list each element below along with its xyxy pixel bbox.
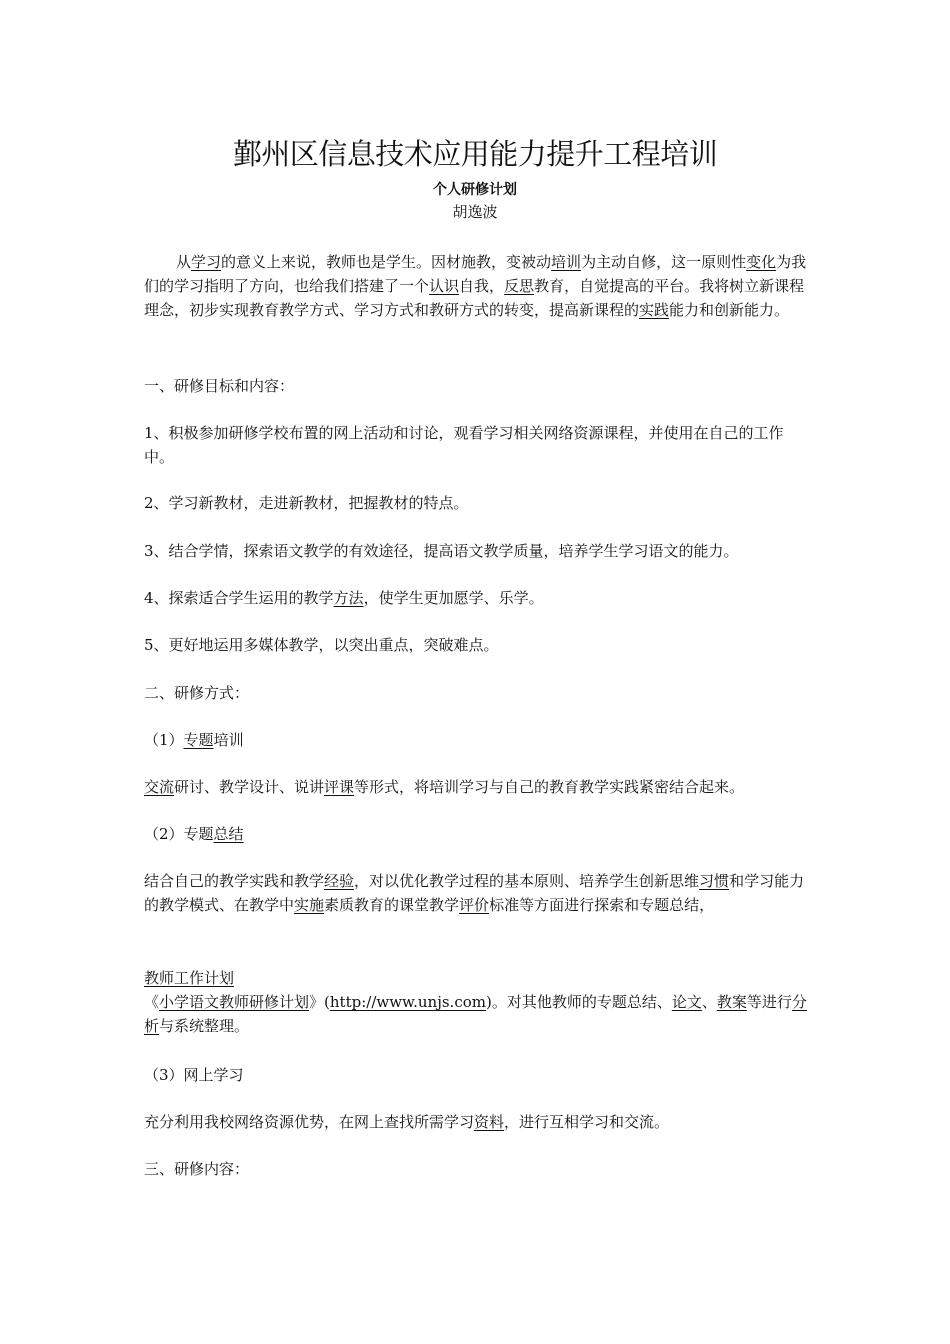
underlined-link[interactable]: 方法 <box>333 589 364 607</box>
author-name: 胡逸波 <box>452 203 498 221</box>
text-run: 2、学习新教材，走进新教材，把握教材的特点。 <box>144 494 469 512</box>
method-2-more-text <box>144 990 810 1038</box>
section-2-heading: 二、研修方式： <box>144 684 250 702</box>
goal-item-1 <box>144 421 810 469</box>
text-run: 》( <box>309 993 330 1011</box>
text-run: 培训 <box>213 731 244 749</box>
text-run: 为我们的学习指明了方向，也给我们搭建了一个 <box>144 253 807 295</box>
text-run: 1、积极参加研修学校布置的网上活动和讨论，观看学习相关网络资源课程，并使用在自己的工作中。 <box>144 424 784 466</box>
text-run: （3）网上学习 <box>144 1066 244 1084</box>
text-run: 、 <box>701 993 717 1011</box>
teacher-plan-link-line <box>144 966 810 990</box>
text-run: ，对以优化教学过程的基本原则、培养学生创新思维 <box>354 872 700 890</box>
text-run: ，使学生更加愿学、乐学。 <box>363 589 544 607</box>
text-run: 充分利用我校网络资源优势，在网上查找所需学习 <box>144 1113 475 1131</box>
text-run: 等形式，将培训学习与自己的教育教学实践紧密结合起来。 <box>354 778 745 796</box>
underlined-link[interactable]: 小学语文教师研修计划 <box>159 993 310 1011</box>
goal-item-3 <box>144 539 810 563</box>
text-run: 标准等方面进行探索和专题总结， <box>489 896 715 914</box>
text-run: 结合自己的教学实践和教学 <box>144 872 325 890</box>
text-run: 3、结合学情，探索语文教学的有效途径，提高语文教学质量，培养学生学习语文的能力。 <box>144 542 739 560</box>
underlined-link[interactable]: 论文 <box>671 993 702 1011</box>
goal-item-2 <box>144 491 810 515</box>
underlined-link[interactable]: 总结 <box>213 825 244 843</box>
text-run: （1） <box>144 731 184 749</box>
method-1-label <box>144 728 810 752</box>
section-3-heading: 三、研修内容： <box>144 1160 250 1178</box>
method-3-text <box>144 1110 810 1134</box>
underlined-link[interactable]: 教案 <box>716 993 747 1011</box>
underlined-link[interactable]: http://www.unjs.com <box>329 993 486 1011</box>
text-run: ，进行互相学习和交流。 <box>504 1113 670 1131</box>
goal-item-4 <box>144 586 810 610</box>
underlined-link[interactable]: 经验 <box>324 872 355 890</box>
text-run: 4、探索适合学生运用的教学 <box>144 589 334 607</box>
method-2-label <box>144 822 810 846</box>
text-run: 《 <box>144 993 160 1011</box>
method-2-text <box>144 869 810 917</box>
intro-paragraph <box>144 250 810 322</box>
underlined-link[interactable]: 学习 <box>191 253 222 271</box>
method-3-label <box>144 1063 810 1087</box>
text-run: 研讨、教学设计、说讲 <box>174 778 325 796</box>
text-run: 素质教育的课堂教学 <box>324 896 460 914</box>
document-subtitle: 个人研修计划 <box>433 182 517 198</box>
text-run: 能力和创新能力。 <box>669 301 790 319</box>
underlined-link[interactable]: 评价 <box>459 896 490 914</box>
text-run: 的意义上来说，教师也是学生。因材施教，变被动 <box>221 253 552 271</box>
underlined-link[interactable]: 培训 <box>551 253 582 271</box>
text-run: （2）专题 <box>144 825 214 843</box>
underlined-link[interactable]: 交流 <box>144 778 175 796</box>
underlined-link[interactable]: 分析 <box>144 993 807 1035</box>
underlined-link[interactable]: 评课 <box>324 778 355 796</box>
text-run: 5、更好地运用多媒体教学，以突出重点，突破难点。 <box>144 636 499 654</box>
underlined-link[interactable]: 资料 <box>474 1113 505 1131</box>
text-run: 教育，自觉提高的平台。我将树立新课程理念，初步实现教育教学方式、学习方式和教研方式的转变，提高新课程的 <box>144 277 805 319</box>
section-1-heading: 一、研修目标和内容： <box>144 377 295 395</box>
text-run: 和学习能力的教学模式、在教学中 <box>144 872 805 914</box>
underlined-link[interactable]: 教师工作计划 <box>144 969 235 987</box>
underlined-link[interactable]: 专题 <box>183 731 214 749</box>
goal-item-5 <box>144 633 810 657</box>
underlined-link[interactable]: 变化 <box>746 253 777 271</box>
underlined-link[interactable]: 实践 <box>639 301 670 319</box>
underlined-link[interactable]: 认识 <box>429 277 460 295</box>
text-run: 与系统整理。 <box>159 1017 250 1035</box>
underlined-link[interactable]: 习惯 <box>699 872 730 890</box>
text-run: 等进行 <box>746 993 792 1011</box>
text-run: 为主动自修，这一原则性 <box>581 253 747 271</box>
underlined-link[interactable]: 反思 <box>504 277 535 295</box>
text-run: )。对其他教师的专题总结、 <box>485 993 672 1011</box>
underlined-link[interactable]: 实施 <box>294 896 325 914</box>
text-run: 自我， <box>459 277 505 295</box>
text-run: 从 <box>176 253 192 271</box>
document-title: 鄞州区信息技术应用能力提升工程培训 <box>232 137 718 171</box>
method-1-text <box>144 775 810 799</box>
